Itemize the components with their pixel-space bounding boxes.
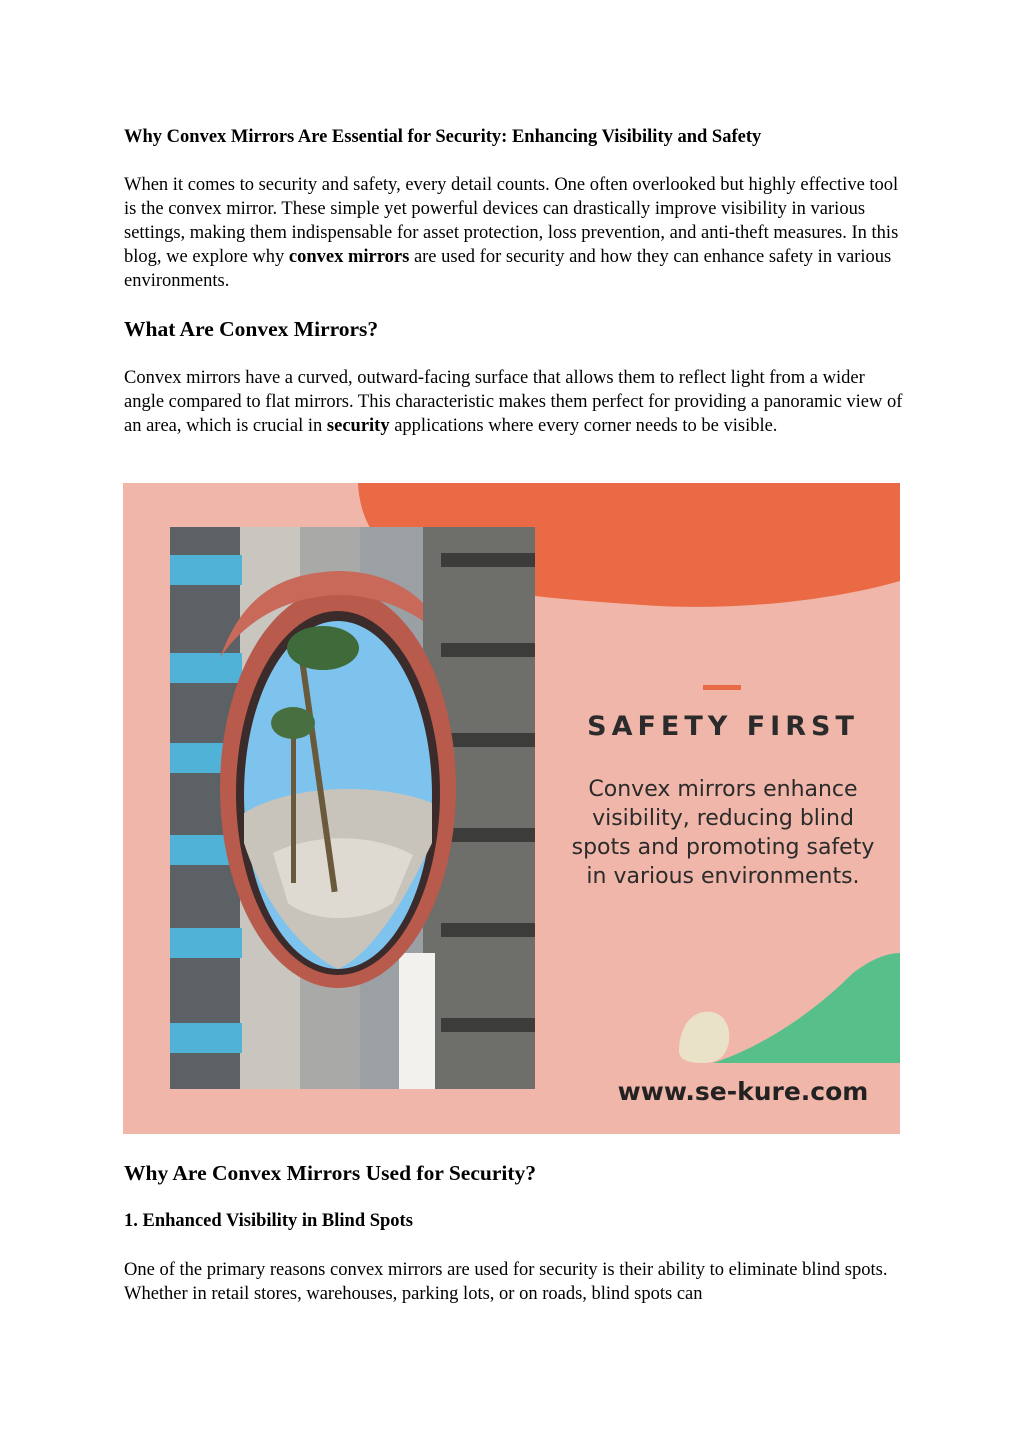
accent-dash: [703, 685, 741, 690]
cream-stone-shape: [679, 1012, 729, 1063]
section2-paragraph: One of the primary reasons convex mirrors are used for security is their ability to eliminate blind spots. Whether in retail stores, warehouses, parking lots, or on roads, blind spots can: [124, 1260, 888, 1304]
safety-banner-image: [123, 483, 900, 1134]
intro-text-2: are used for security and how they can enhance safety in various environments.: [124, 247, 892, 291]
section-heading-what-are: What Are Convex Mirrors?: [124, 317, 379, 341]
section1-paragraph: [124, 366, 904, 438]
intro-bold-term: convex mirrors: [288, 247, 410, 267]
section1-text-2: applications where every corner needs to be visible.: [389, 416, 778, 436]
green-hill-shape: [713, 953, 900, 1063]
intro-paragraph: [124, 173, 904, 293]
document-title: Why Convex Mirrors Are Essential for Security: Enhancing Visibility and Safety: [124, 127, 762, 147]
banner-website: www.se-kure.com: [617, 1077, 869, 1106]
subheading-blind-spots: 1. Enhanced Visibility in Blind Spots: [124, 1211, 413, 1231]
section1-text-1: Convex mirrors have a curved, outward-facing surface that allows them to reflect light from a wider angle compared to flat mirrors. This characteristic makes them perfect for providing a panoramic view of an area, which is crucial in: [124, 368, 903, 436]
section-heading-why-used: Why Are Convex Mirrors Used for Security?: [124, 1161, 537, 1185]
banner-description: Convex mirrors enhance visibility, reducing blind spots and promoting safety in various environments.: [571, 777, 875, 889]
banner-headline: SAFETY FIRST: [587, 711, 859, 742]
section1-bold-term: security: [326, 416, 390, 436]
intro-text-1: When it comes to security and safety, every detail counts. One often overlooked but highly effective tool is the convex mirror. These simple yet powerful devices can drastically improve visibility in various settings, making them indispensable for asset protection, loss prevention, and anti-theft measures. In this blog, we explore why: [124, 175, 899, 267]
